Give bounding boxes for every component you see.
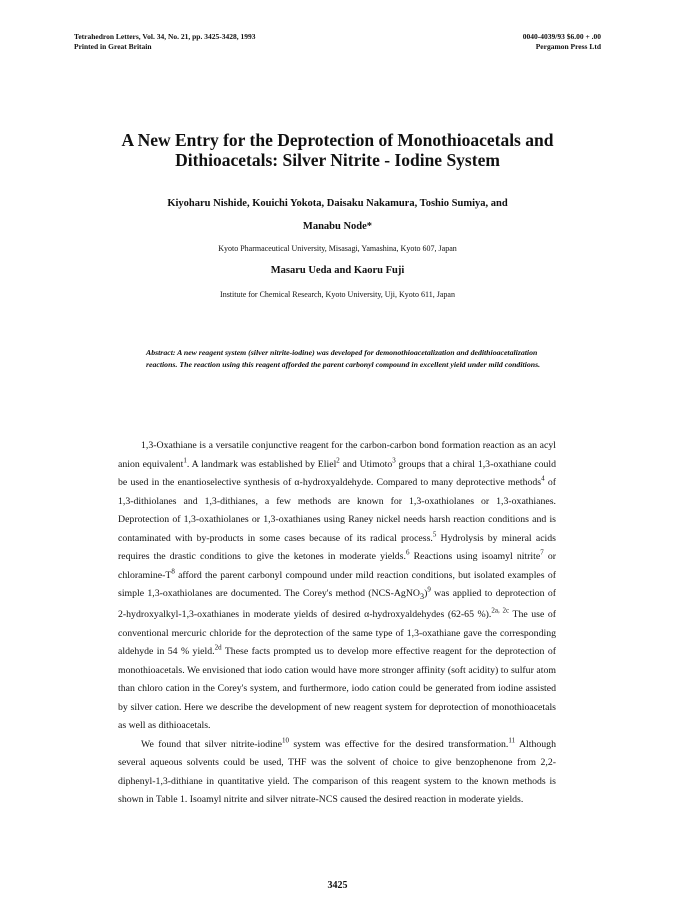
author-line-2: Manabu Node* xyxy=(302,221,373,232)
affiliation-2: Institute for Chemical Research, Kyoto University, Uji, Kyoto 611, Japan xyxy=(220,290,455,299)
text-segment: Hydrolysis by mineral acids requires the drastic conditions to give the ketones in moderate yields. xyxy=(118,532,556,562)
text-segment: system was effective for the desired transformation. xyxy=(288,738,509,750)
journal-header-left xyxy=(74,32,255,52)
ref-superscript: 8 xyxy=(171,567,175,576)
publisher-name: Pergamon Press Ltd xyxy=(535,42,601,51)
affiliation-1: Kyoto Pharmaceutical University, Misasagi, Yamashina, Kyoto 607, Japan xyxy=(218,244,457,253)
text-segment: or chloramine-T xyxy=(118,551,556,581)
journal-header-right xyxy=(523,32,601,52)
text-segment: was applied to deprotection of 2-hydroxyalkyl-1,3-oxathianes in moderate yields of desired α-hydroxyaldehydes (62-65 %). xyxy=(118,588,556,621)
printed-location: Printed in Great Britain xyxy=(74,42,152,51)
text-segment: These facts prompted us to develop more effective reagent for the deprotection of monothioacetals. We envisioned that iodo cation would have more stronger affinity (soft acidity) to sulfur atom than chloro cation in the Corey's system, and furthermore, iodo cation could be generated from iodine assisted by silver cation. Here we describe the development of new reagent system for deprotection of monothioacetals as well as dithioacetals. xyxy=(118,646,556,732)
text-segment: of 1,3-dithiolanes and 1,3-dithianes, a few methods are known for 1,3-oxathiolanes or 1,3-oxathianes. Deprotection of 1,3-oxathiolanes or 1,3-oxathianes using Raney nickel needs harsh reaction conditions and is contaminated with by-products in some cases because of its radical process. xyxy=(118,477,556,544)
ref-superscript: 1 xyxy=(183,456,187,465)
ref-superscript: 7 xyxy=(540,548,544,557)
ref-superscript: 6 xyxy=(405,548,410,557)
text-segment: and Utimoto xyxy=(339,458,393,470)
text-segment: We found that silver nitrite-iodine xyxy=(141,738,282,750)
text-segment: The use of conventional mercuric chloride for the deprotection of the same type of 1,3-oxathiane gave the corresponding aldehyde in 54 % yield. xyxy=(118,609,557,658)
text-segment: Although several aqueous solvents could be used, THF was the solvent of choice to give benzophenone from 2,2-diphenyl-1,3-dithiane in quantitative yield. The comparison of this reagent system to the known methods is shown in Table 1. Isoamyl nitrite and silver nitrate-NCS caused the desired reaction in moderate yields. xyxy=(118,738,556,806)
title-line-2: Dithioacetals: Silver Nitrite - Iodine System xyxy=(175,150,500,170)
ref-superscript: 11 xyxy=(508,736,516,745)
ref-superscript: 9 xyxy=(427,585,431,594)
text-segment: 1,3-Oxathiane is a versatile conjunctive reagent for the carbon-carbon bond formation reaction as an acyl anion equivalent xyxy=(118,440,556,470)
ref-superscript: 2 xyxy=(336,456,340,465)
chem-subscript: 3 xyxy=(419,591,425,601)
ref-superscript: 2a, 2c xyxy=(491,607,510,616)
author-line-1: Kiyoharu Nishide, Kouichi Yokota, Daisaku Nakamura, Toshio Sumiya, and xyxy=(167,198,508,209)
abstract-text: A new reagent system (silver nitrite-iodine) was developed for demonothioacetalization and dedithioacetalization reactions. The reaction using this reagent afforded the parent carbonyl compound in excellent yield under mild conditions. xyxy=(146,348,541,369)
title-line-1: A New Entry for the Deprotection of Monothioacetals and xyxy=(121,130,554,150)
text-segment: Reactions using isoamyl nitrite xyxy=(409,551,541,562)
author-list xyxy=(60,197,615,243)
ref-superscript: 10 xyxy=(281,736,289,745)
body-text xyxy=(118,437,556,810)
ref-superscript: 2d xyxy=(214,644,222,653)
body-paragraph-1 xyxy=(118,437,556,736)
ref-superscript: 4 xyxy=(541,474,545,483)
text-segment: . A landmark was established by Eliel xyxy=(186,458,337,470)
author-line-3: Masaru Ueda and Kaoru Fuji xyxy=(270,265,405,276)
journal-citation: Tetrahedron Letters, Vol. 34, No. 21, pp. 3425-3428, 1993 xyxy=(74,32,256,41)
body-paragraph-2 xyxy=(118,736,556,810)
abstract-label: Abstract: xyxy=(146,348,176,357)
text-segment: afford the parent carbonyl compound under mild reaction conditions, but isolated examples of simple 1,3-oxathiolanes are documented. The Corey's method (NCS-AgNO xyxy=(118,569,556,599)
ref-superscript: 3 xyxy=(392,456,396,465)
text-segment: groups that a chiral 1,3-oxathiane could be used in the enantioselective synthesis of α-hydroxyaldehyde. Compared to many deprotective methods xyxy=(118,458,556,488)
ref-superscript: 5 xyxy=(432,530,437,539)
page-number: 3425 xyxy=(327,880,348,891)
text-segment: ) xyxy=(424,588,428,599)
paper-title xyxy=(60,130,615,170)
price-code: 0040-4039/93 $6.00 + .00 xyxy=(522,32,601,41)
abstract xyxy=(146,347,546,370)
